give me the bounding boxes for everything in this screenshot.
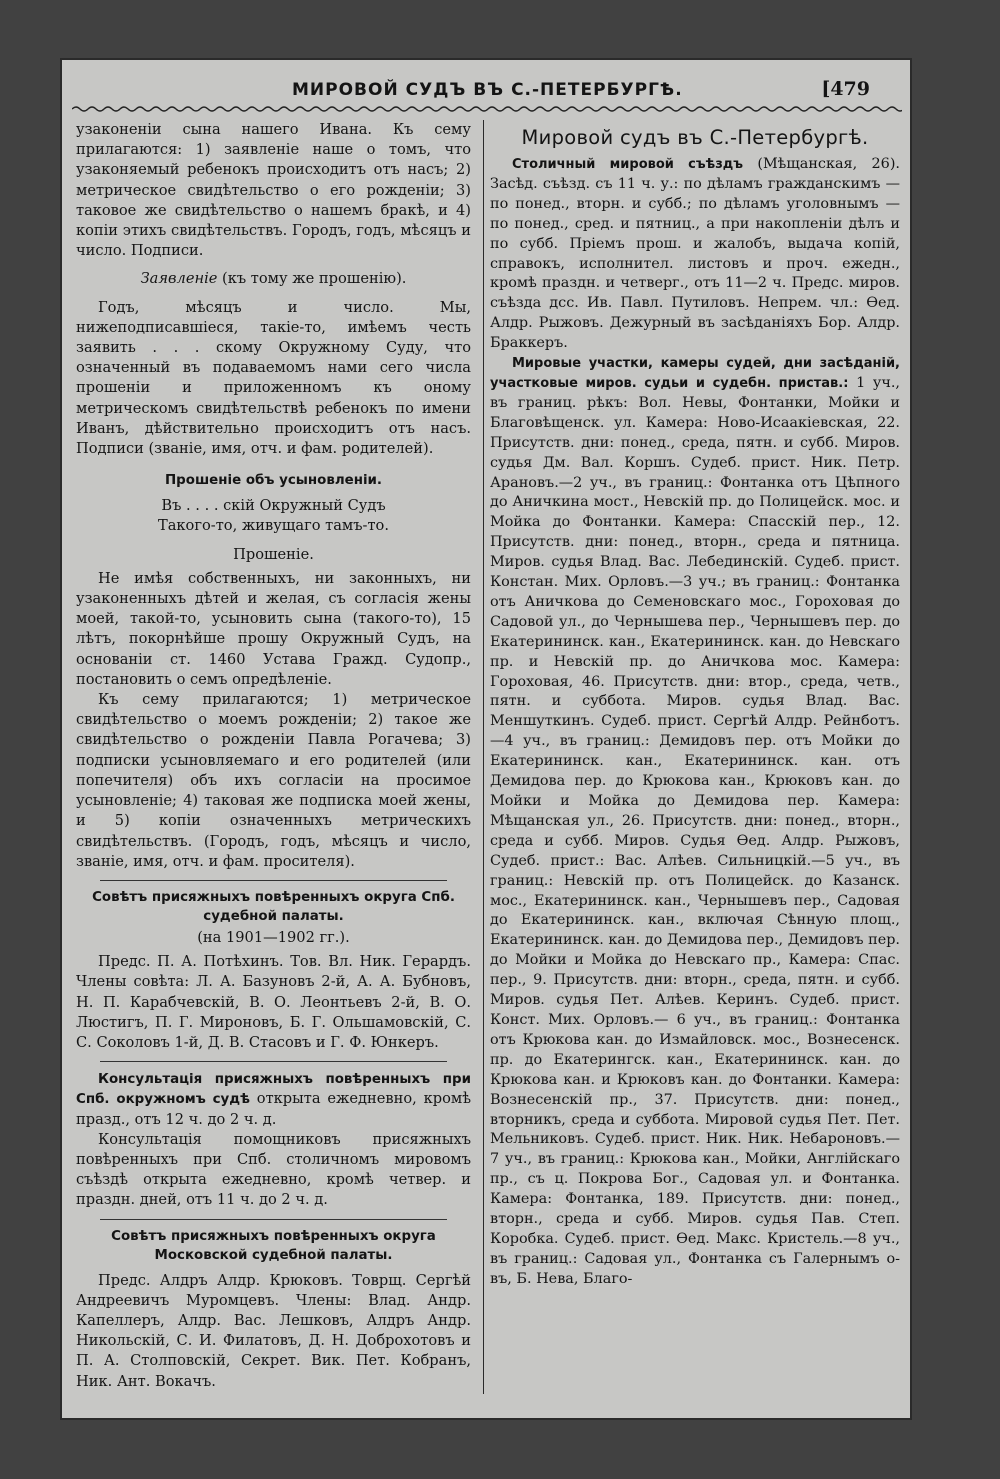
heading-tail: (къ тому же прошенію). [217,270,407,288]
left-column [76,120,471,1418]
paragraph: Консультація помощниковъ присяжныхъ повѣренныхъ при Спб. столичномъ мировомъ съѣздѣ открыта ежедневно, кромѣ четвер. и праздн. дней, отъ 11 ч. до 2 ч. д. [76,1130,471,1209]
section-heading: Прошеніе объ усыновленіи. [164,473,383,489]
running-title: МИРОВОЙ СУДЪ ВЪ С.-ПЕТЕРБУРГѢ. [292,80,683,100]
page-number: [479 [821,78,870,100]
paragraph: Годъ, мѣсяцъ и число. Мы, нижеподписавшіеся, такіе-то, имѣемъ честь заявить . . . скому Окружному Суду, что означенный въ подаваемомъ нами сего числа прошеніи и приложенномъ къ оному метрическомъ свидѣтельствѣ ребенокъ по имени Иванъ, дѣйствительно происходитъ отъ насъ. Подписи (званіе, имя, отч. и фам. родителей). [76,298,471,458]
paragraph-body: 1 уч., въ границ. рѣкъ: Вол. Невы, Фонтанки, Мойки и Благовѣщенск. ул. Камера: Ново-Исаакіевская, 22. Присутств. дни: понед., среда, пятн. и субб. Миров. судья Дм. Вал. Коршъ. Судеб. прист. Ник. Петр. Арановъ.—2 уч., въ границ.: Фонтанка отъ Цѣпного до Аничкина мост., Невскій пр. до Полицейск. мос. и Мойка до Фонтанки. Камера: Спасскій пер., 12. Присутств. дни: понед., вторн., среда и пятница. Миров. судья Влад. Вас. Лебединскій. Судеб. прист. Констан. Мих. Орловъ.—3 уч.; въ границ.: Фонтанка отъ Аничкова до Семеновскаго мос., Гороховая до Садовой ул., до Чернышева пер., Чернышевъ пер. до Екатерининск. кан., Екатерининск. кан. до Невскаго пр. и Невскій пр. до Аничкова мос. Камера: Гороховая, 46. Присутств. дни: втор., среда, четв., пятн. и суббота. Миров. судья Влад. Вас. Меншуткинъ. Судеб. прист. Сергѣй Алдр. Рейнботъ.—4 уч., въ границ.: Демидовъ пер. отъ Мойки до Екатерининск. кан., Екатерининск. кан. отъ Демидова пер. до Крюкова кан., Крюковъ кан. до Мойки и Мойка до Демидова пер. Камера: Мѣщанская ул., 26. Присутств. дни: понед., вторн., среда и субб. Миров. Судья Ѳед. Алдр. Рыжовъ, Судеб. прист.: Вас. Алѣев. Сильницкій.—5 уч., въ границ.: Невскій пр. отъ Полицейск. до Казанск. мос., Екатерининск. кан., Чернышевъ пер., Садовая до Екатерининск. кан., включая Сѣнную площ., Екатерининск. кан. до Демидова пер., Демидовъ пер. до Мойки и Мойка до Невскаго пр., Камера: Спас. пер., 9. Присутств. дни: вторн., среда, пятн. и субб. Миров. судья Пет. Алѣев. Керинъ. Судеб. прист. Конст. Мих. Орловъ.— 6 уч., въ границ.: Фонтанка отъ Крюкова кан. до Измайловск. мос., Вознесенск. пр. до Екатерингск. кан., Екатерининск. кан. до Крюкова кан. и Крюковъ кан. до Фонтанки. Камера: Вознесенскій пр., 37. Присутств. дни: понед., вторникъ, среда и суббота. Мировой судья Пет. Пет. Мельниковъ. Судеб. прист. Ник. Ник. Небароновъ.—7 уч., въ границ.: Крюкова кан., Мойки, Англійскаго пр., съ ц. Покрова Бог., Садовая ул. и Фонтанка. Камера: Фонтанка, 189. Присутств. дни: понед., вторн., среда и субб. Миров. судья Пав. Степ. Коробка. Судеб. прист. Ѳед. Макс. Кристель.—8 уч., въ границ.: Садовая ул., Фонтанка съ Галернымъ о-въ, Б. Нева, Благо- [490,374,900,1287]
heading-italic: Заявленіе [140,270,218,288]
page-header [62,60,910,100]
years-line: (на 1901—1902 гг.). [197,928,350,946]
divider [100,1061,447,1062]
paragraph: Предс. П. А. Потѣхинъ. Тов. Вл. Ник. Герардъ. Члены совѣта: Л. А. Базуновъ 2-й, А. А. Бубновъ, Н. П. Карабчевскій, В. О. Леонтьевъ 2-й, В. О. Люстигъ, П. Г. Мироновъ, Б. Г. Ольшамовскій, С. С. Соколовъ 1-й, Д. В. Стасовъ и Г. Ф. Юнкеръ. [76,953,471,1051]
section-heading: Прошеніе. [233,545,314,563]
paragraph: узаконеніи сына нашего Ивана. Къ сему прилагаются: 1) заявленіе наше о томъ, что узаконяемый ребенокъ происходитъ отъ насъ; 2) метрическое свидѣтельство о его рожденіи; 3) таковое же свидѣтельство о нашемъ бракѣ, и 4) копіи этихъ свидѣтельствъ. Городъ, годъ, мѣсяцъ и число. Подписи. [76,121,471,260]
wavy-rule [72,104,902,114]
section-heading: Совѣтъ присяжныхъ повѣренныхъ округа Московской судебной палаты. [111,1228,436,1263]
section-title: Мировой судъ въ С.-Петербургѣ. [521,126,869,149]
section-heading: Совѣтъ присяжныхъ повѣренныхъ округа Спб. судебной палаты. [92,889,455,924]
paragraph [490,155,900,354]
section-heading [76,269,471,289]
paragraph: Предс. Алдръ Алдр. Крюковъ. Товрщ. Сергѣй Андреевичъ Муромцевъ. Члены: Влад. Андр. Капеллеръ, Алдр. Вас. Лешковъ, Алдръ Андр. Никольскій, С. И. Филатовъ, Д. Н. Доброхотовъ и П. А. Столповскій, Секрет. Вик. Пет. Кобранъ, Ник. Ант. Вокачъ. [76,1271,471,1390]
column-divider [483,120,484,1394]
divider [100,1219,447,1220]
paragraph [490,354,900,1290]
paragraph: Къ сему прилагаются; 1) метрическое свидѣтельство о моемъ рожденіи; 2) такое же свидѣтельство о рожденіи Павла Рогачева; 3) подписки усыновляемаго и его родителей (или попечителя) объ ихъ согласіи на просимое усыновленіе; 4) таковая же подписка моей жены, и 5) копіи означенныхъ метрическихъ свидѣтельствъ. (Городъ, годъ, мѣсяцъ и число, званіе, имя, отч. и фам. просителя). [76,691,471,870]
inline-tail: (Мѣщанская, 26). Засѣд. съѣзд. съ 11 ч. у.: по дѣламъ гражданскимъ — по понед., вторн. и субб.; по дѣламъ уголовнымъ — по понед., сред. и пятниц., а при накопленіи дѣлъ и по субб. Пріемъ прош. и жалобъ, выдача копій, справокъ, исполнител. листовъ и проч. ежедн., кромѣ праздн. и четверг., отъ 11—2 ч. Предс. миров. съѣзда дсс. Ив. Павл. Путиловъ. Непрем. чл.: Ѳед. Алдр. Рыжовъ. Дежурный въ засѣданіяхъ Бор. Алдр. Браккеръ. [490,156,900,352]
book-page [60,58,912,1420]
inline-heading: Столичный мировой съѣздъ [512,157,744,172]
address-line: Въ . . . . скій Окружный Судъ [161,497,386,515]
inline-heading: Консультація присяжныхъ повѣренныхъ при Спб. окружномъ судѣ [76,1072,471,1108]
inline-tail: открыта ежедневно, кромѣ празд., отъ 12 ч. до 2 ч. д. [76,1090,471,1128]
divider [100,880,447,881]
paragraph: Не имѣя собственныхъ, ни законныхъ, ни узаконенныхъ дѣтей и желая, съ согласія жены моей, такой-то, усыновить сына (такого-то), 15 лѣтъ, покорнѣйше прошу Окружный Судъ, на основаніи ст. 1460 Устава Гражд. Судопр., постановить о семъ опредѣленіе. [76,569,471,688]
right-column [490,120,900,1418]
paragraph [76,1069,471,1130]
inline-heading: Мировые участки, камеры судей, дни засѣданій, участковые миров. судьи и судебн. пристав.: [490,356,900,391]
address-line: Такого-то, живущаго тамъ-то. [158,517,389,535]
